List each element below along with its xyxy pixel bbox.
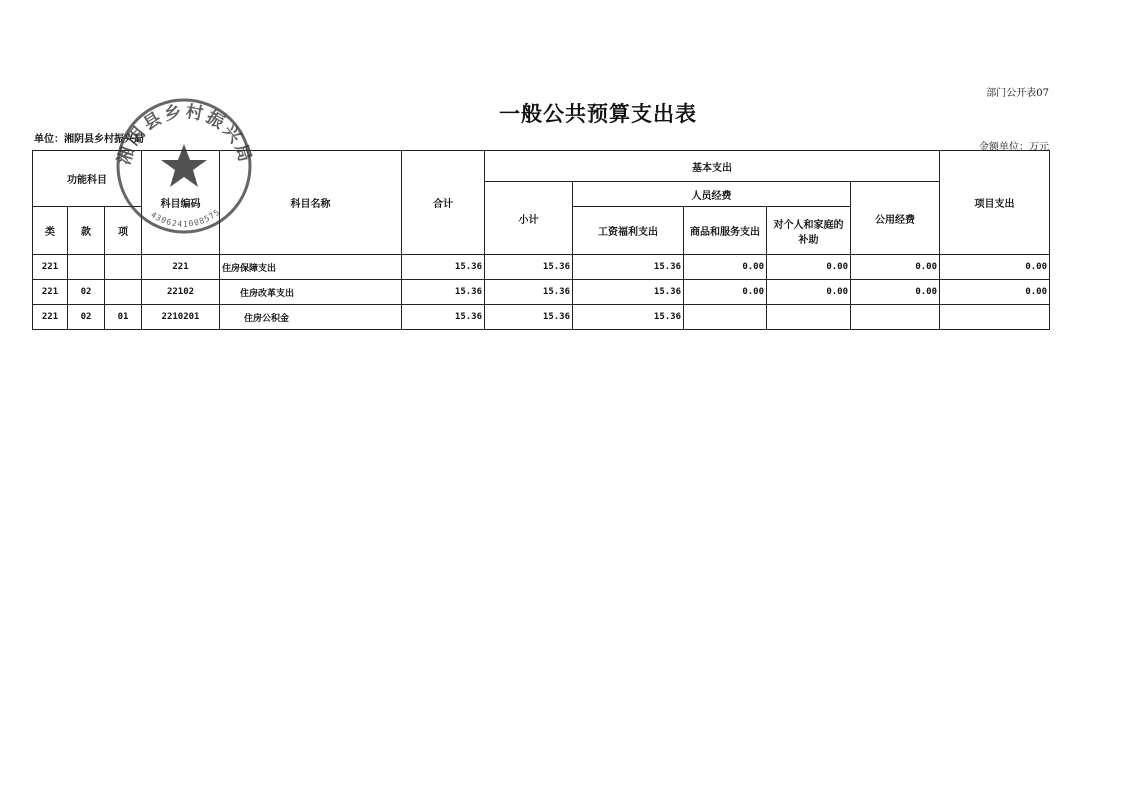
cell-goods: 0.00 [684, 255, 767, 280]
cell-section: 02 [68, 305, 105, 330]
cell-goods: 0.00 [684, 280, 767, 305]
table-row [33, 255, 1050, 280]
cell-class: 221 [33, 305, 68, 330]
cell-project: 0.00 [940, 280, 1050, 305]
cell-item [105, 280, 142, 305]
cell-total: 15.36 [402, 280, 485, 305]
cell-code: 221 [142, 255, 220, 280]
header-project-expenditure: 项目支出 [940, 151, 1050, 255]
cell-public: 0.00 [851, 255, 940, 280]
header-total: 合计 [402, 151, 485, 255]
table-row [33, 280, 1050, 305]
cell-section [68, 255, 105, 280]
cell-wages: 15.36 [573, 305, 684, 330]
cell-name: 住房改革支出 [220, 280, 402, 305]
cell-item: 01 [105, 305, 142, 330]
cell-section: 02 [68, 280, 105, 305]
amount-unit-label: 金额单位：万元 [979, 142, 1049, 153]
header-subject-name: 科目名称 [220, 151, 402, 255]
cell-code: 22102 [142, 280, 220, 305]
header-section: 款 [68, 207, 105, 255]
cell-name: 住房保障支出 [220, 255, 402, 280]
table-row [33, 305, 1050, 330]
form-code: 部门公开表07 [986, 88, 1049, 99]
cell-wages: 15.36 [573, 280, 684, 305]
cell-project [940, 305, 1050, 330]
cell-name: 住房公积金 [220, 305, 402, 330]
header-personnel-expenses: 人员经费 [573, 182, 851, 207]
cell-item [105, 255, 142, 280]
cell-total: 15.36 [402, 305, 485, 330]
cell-goods [684, 305, 767, 330]
cell-subtotal: 15.36 [485, 280, 573, 305]
cell-project: 0.00 [940, 255, 1050, 280]
header-function-subject: 功能科目 [33, 151, 142, 207]
budget-table [32, 150, 1050, 330]
cell-class: 221 [33, 280, 68, 305]
header-basic-expenditure: 基本支出 [485, 151, 940, 182]
header-subtotal: 小计 [485, 182, 573, 255]
cell-wages: 15.36 [573, 255, 684, 280]
header-public-expenses: 公用经费 [851, 182, 940, 255]
cell-subsidies: 0.00 [767, 255, 851, 280]
page-title: 一般公共预算支出表 [499, 101, 697, 126]
cell-subsidies: 0.00 [767, 280, 851, 305]
header-item: 项 [105, 207, 142, 255]
cell-subtotal: 15.36 [485, 255, 573, 280]
cell-public: 0.00 [851, 280, 940, 305]
header-class: 类 [33, 207, 68, 255]
cell-code: 2210201 [142, 305, 220, 330]
unit-label: 单位：湘阴县乡村振兴局 [34, 134, 144, 145]
header-wages-benefits: 工资福利支出 [573, 207, 684, 255]
cell-class: 221 [33, 255, 68, 280]
header-subsidies-individuals: 对个人和家庭的补助 [767, 207, 851, 255]
seal-text: 湘阴县乡村振兴局 [114, 101, 256, 168]
cell-total: 15.36 [402, 255, 485, 280]
cell-subtotal: 15.36 [485, 305, 573, 330]
header-subject-code: 科目编码 [142, 151, 220, 255]
seal-number: 4306241008575 [149, 207, 222, 229]
cell-public [851, 305, 940, 330]
header-goods-services: 商品和服务支出 [684, 207, 767, 255]
cell-subsidies [767, 305, 851, 330]
